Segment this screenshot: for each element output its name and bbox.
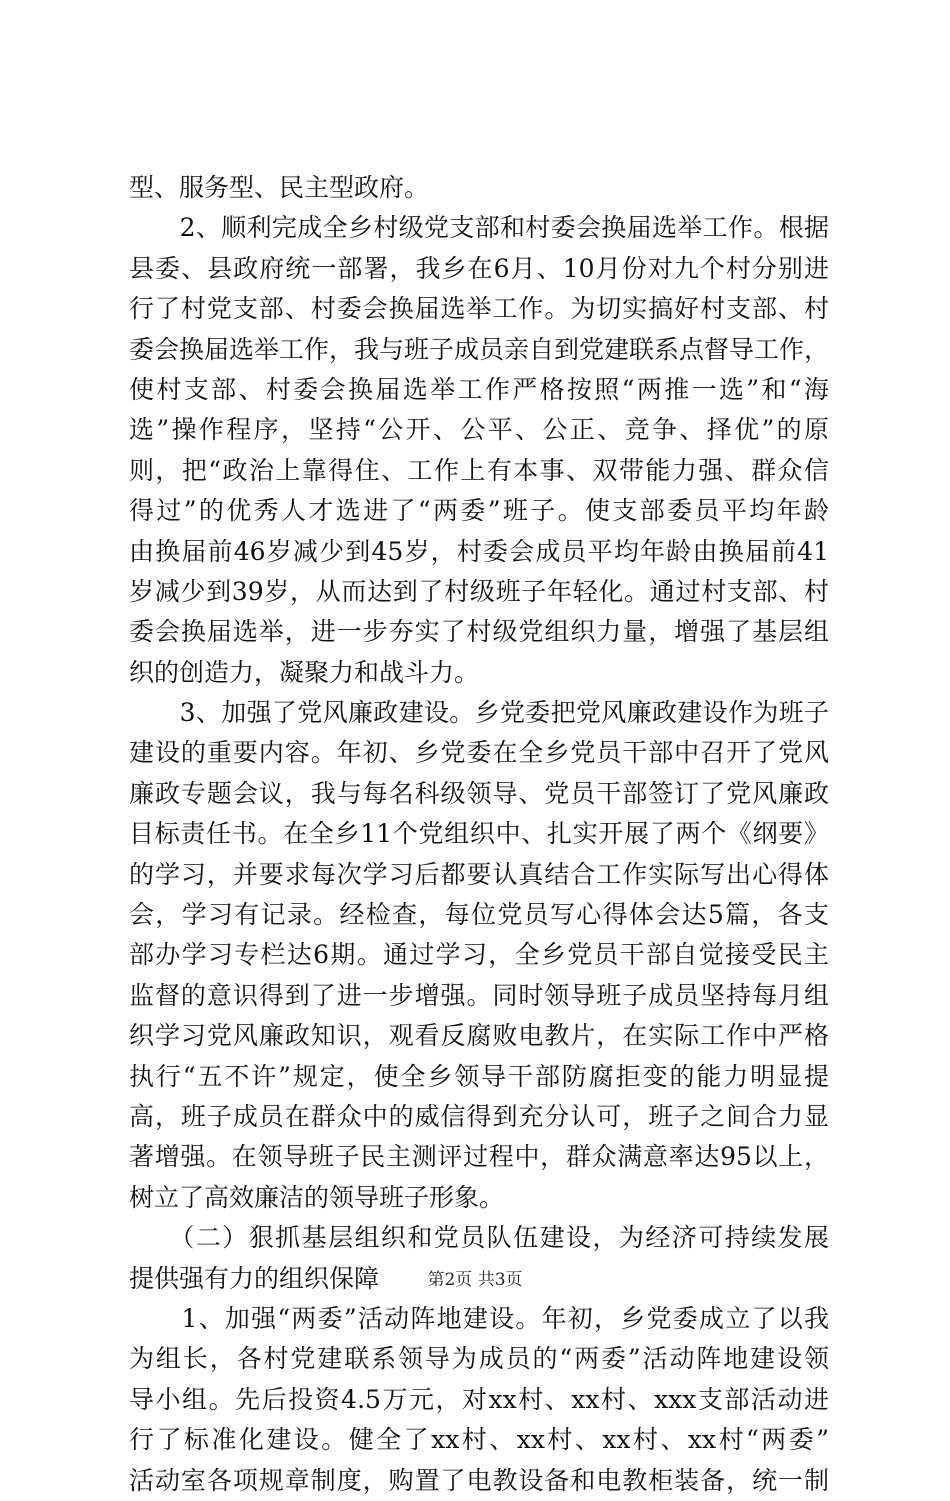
text-line: 织学习党风廉政知识，观看反腐败电教片，在实际工作中严格 <box>129 1021 829 1051</box>
text-line: 行了村党支部、村委会换届选举工作。为切实搞好村支部、村 <box>129 294 829 324</box>
text-line: 2、顺利完成全乡村级党支部和村委会换届选举工作。根据 <box>129 213 829 243</box>
text-line: 高，班子成员在群众中的威信得到充分认可，班子之间合力显 <box>129 1101 829 1131</box>
text-line: 型、服务型、民主型政府。 <box>129 173 430 202</box>
text-line: 为组长，各村党建联系领导为成员的“两委”活动阵地建设领 <box>129 1344 829 1374</box>
text-line: 委会换届选举工作，我与班子成员亲自到党建联系点督导工作， <box>129 334 830 364</box>
text-line: 则，把“政治上靠得住、工作上有本事、双带能力强、群众信 <box>129 455 829 485</box>
document-body <box>129 168 829 1501</box>
text-line: 导小组。先后投资4.5万元，对xx村、xx村、xxx支部活动进 <box>129 1384 829 1414</box>
text-line: 使村支部、村委会换届选举工作严格按照“两推一选”和“海 <box>129 374 829 404</box>
text-line: 树立了高效廉洁的领导班子形象。 <box>129 1182 505 1212</box>
text-line: 提供强有力的组织保障 <box>129 1263 380 1293</box>
text-line: 委会换届选举，进一步夯实了村级党组织力量，增强了基层组 <box>129 617 829 647</box>
text-line: 目标责任书。在全乡11个党组织中、扎实开展了两个《纲要》 <box>129 819 829 849</box>
text-line: 岁减少到39岁，从而达到了村级班子年轻化。通过村支部、村 <box>129 576 829 606</box>
text-line: 行了标准化建设。健全了xx村、xx村、xx村、xx村“两委” <box>129 1425 829 1455</box>
text-line: （二）狠抓基层组织和党员队伍建设，为经济可持续发展 <box>129 1223 829 1253</box>
text-line: 会，学习有记录。经检查，每位党员写心得体会达5篇，各支 <box>129 900 829 930</box>
text-line: 活动室各项规章制度，购置了电教设备和电教柜装备，统一制 <box>129 1465 829 1495</box>
text-line: 县委、县政府统一部署，我乡在6月、10月份对九个村分别进 <box>129 253 829 283</box>
text-line: 由换届前46岁减少到45岁，村委会成员平均年龄由换届前41 <box>129 536 829 566</box>
text-line: 3、加强了党风廉政建设。乡党委把党风廉政建设作为班子 <box>129 698 829 728</box>
text-line: 执行“五不许”规定，使全乡领导干部防腐拒变的能力明显提 <box>129 1061 829 1091</box>
text-line: 监督的意识得到了进一步增强。同时领导班子成员坚持每月组 <box>129 980 829 1010</box>
text-line: 廉政专题会议，我与每名科级领导、党员干部签订了党风廉政 <box>129 778 829 808</box>
text-line: 1、加强“两委”活动阵地建设。年初，乡党委成立了以我 <box>129 1303 829 1333</box>
text-line: 选”操作程序，坚持“公开、公平、公正、竞争、择优”的原 <box>129 415 829 445</box>
text-line: 得过”的优秀人才选进了“两委”班子。使支部委员平均年龄 <box>129 496 829 526</box>
text-line: 的学习，并要求每次学习后都要认真结合工作实际写出心得体 <box>129 859 829 889</box>
text-line: 部办学习专栏达6期。通过学习，全乡党员干部自觉接受民主 <box>129 940 829 970</box>
text-line: 著增强。在领导班子民主测评过程中，群众满意率达95以上， <box>129 1142 829 1172</box>
page-footer: 第2页 共3页 <box>427 1270 523 1290</box>
text-line: 织的创造力，凝聚力和战斗力。 <box>129 657 480 687</box>
text-line: 建设的重要内容。年初、乡党委在全乡党员干部中召开了党风 <box>129 738 829 768</box>
